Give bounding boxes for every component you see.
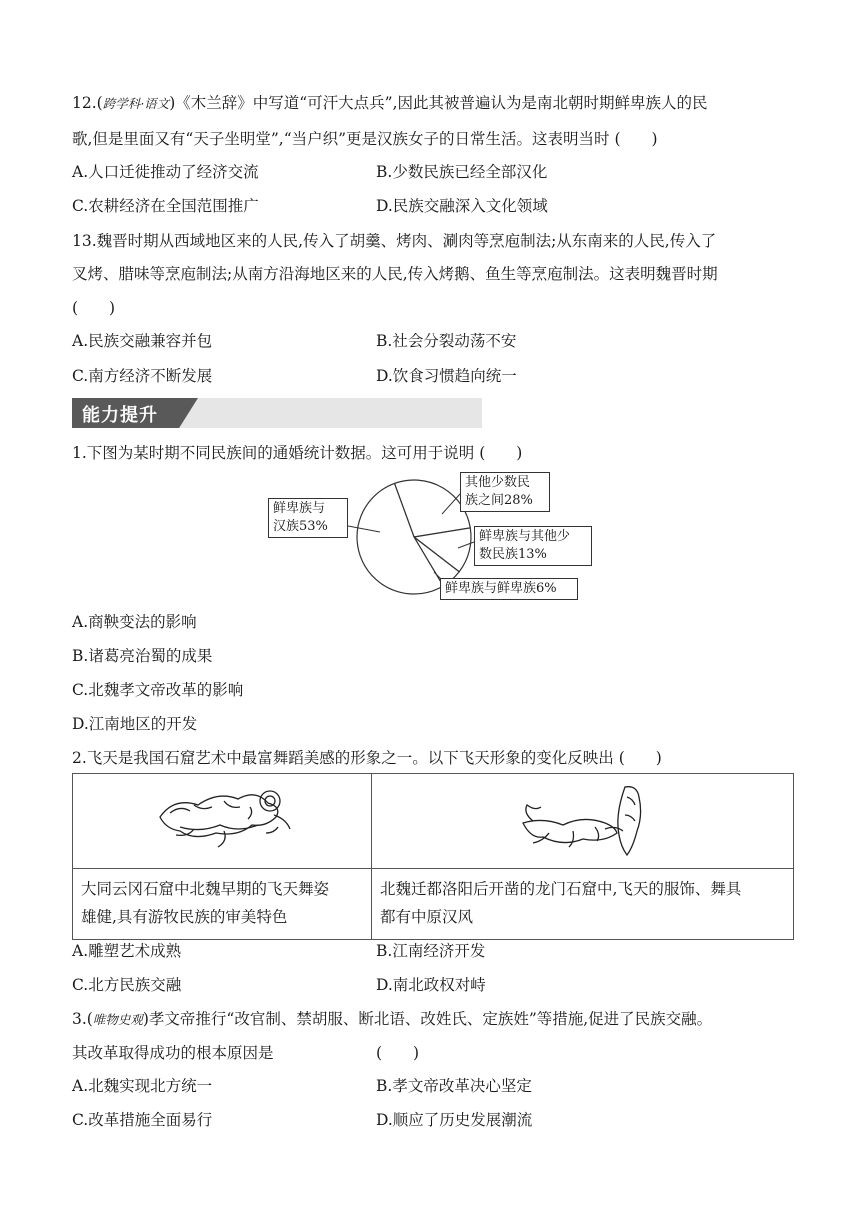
pie-label-a-line2: 汉族53%: [273, 519, 328, 534]
q12-stem-line1: [72, 92, 708, 115]
q12-number: 12.(: [72, 94, 103, 112]
feitian-desc-yungang: [73, 869, 372, 940]
p3-option-a[interactable]: A.北魏实现北方统一: [72, 1077, 213, 1095]
q13-option-a[interactable]: A.民族交融兼容并包: [72, 332, 213, 350]
pie-label-xianbei-other: [474, 526, 592, 566]
flying-apsara-yungang-icon: [74, 775, 370, 863]
p3-option-b[interactable]: B.孝文帝改革决心坚定: [376, 1077, 532, 1095]
p3-number: 3.(: [72, 1010, 93, 1028]
p2-option-b[interactable]: B.江南经济开发: [376, 942, 486, 960]
q12-stem-line2: 歌,但是里面又有“天子坐明堂”,“当户织”更是汉族女子的日常生活。这表明当时 ( ): [72, 130, 658, 148]
q13-option-d[interactable]: D.饮食习惯趋向统一: [376, 367, 517, 385]
q12-option-b[interactable]: B.少数民族已经全部汉化: [376, 163, 548, 181]
pie-label-other-minorities: [460, 472, 550, 512]
q13-option-b[interactable]: B.社会分裂动荡不安: [376, 332, 517, 350]
flying-apsara-longmen-icon: [373, 775, 792, 863]
feitian-desc-longmen: [372, 869, 794, 940]
pie-label-a-line1: 鲜卑族与: [273, 501, 326, 516]
pie-label-xianbei-han: [268, 498, 348, 538]
q13-stem-line2: 叉烤、腊味等烹庖制法;从南方沿海地区来的人民,传入烤鹅、鱼生等烹庖制法。这表明魏晋时期: [72, 265, 718, 283]
pie-label-c-line1: 鲜卑族与其他少: [479, 529, 571, 544]
section-header: [72, 398, 482, 428]
p2-option-a[interactable]: A.雕塑艺术成熟: [72, 942, 182, 960]
q12-option-d[interactable]: D.民族交融深入文化领域: [376, 197, 548, 215]
marriage-pie-chart: [262, 468, 592, 606]
p1-option-c[interactable]: C.北魏孝文帝改革的影响: [72, 681, 244, 699]
pie-label-xianbei-xianbei: [440, 578, 578, 600]
feitian-desc-yungang-line2: 雄健,具有游牧民族的审美特色: [81, 908, 288, 926]
feitian-comparison-table: [72, 773, 794, 940]
pie-label-b-line2: 族之间28%: [465, 493, 533, 508]
feitian-image-longmen: [372, 774, 794, 869]
p3-text: )孝文帝推行“改官制、禁胡服、断北语、改姓氏、定族姓”等措施,促进了民族交融。: [142, 1010, 713, 1028]
feitian-desc-longmen-line2: 都有中原汉风: [380, 908, 474, 926]
q12-option-a[interactable]: A.人口迁徙推动了经济交流: [72, 163, 259, 181]
q13-answer-bracket: ( ): [72, 299, 116, 317]
q13-option-c[interactable]: C.南方经济不断发展: [72, 367, 213, 385]
p3-stem-line1: [72, 1008, 712, 1031]
p2-option-d[interactable]: D.南北政权对峙: [376, 976, 486, 994]
pie-label-b-line1: 其他少数民: [465, 475, 531, 490]
q12-option-c[interactable]: C.农耕经济在全国范围推广: [72, 197, 259, 215]
feitian-desc-longmen-line1: 北魏迁都洛阳后开凿的龙门石窟中,飞天的服饰、舞具: [380, 880, 742, 898]
p1-option-a[interactable]: A.商鞅变法的影响: [72, 613, 197, 631]
p1-option-b[interactable]: B.诸葛亮治蜀的成果: [72, 647, 213, 665]
p3-stem-line2: 其改革取得成功的根本原因是: [72, 1044, 274, 1062]
p2-stem: 2.飞天是我国石窟艺术中最富舞蹈美感的形象之一。以下飞天形象的变化反映出 ( ): [72, 749, 662, 767]
p3-answer-bracket: ( ): [376, 1044, 420, 1062]
p3-option-d[interactable]: D.顺应了历史发展潮流: [376, 1111, 533, 1129]
q12-text: )《木兰辞》中写道“可汗大点兵”,因此其被普遍认为是南北朝时期鲜卑族人的民: [169, 94, 708, 112]
p3-tag: 唯物史观: [92, 1012, 143, 1027]
p1-option-d[interactable]: D.江南地区的开发: [72, 715, 198, 733]
pie-label-d-line1: 鲜卑族与鲜卑族6%: [445, 581, 557, 596]
p3-option-c[interactable]: C.改革措施全面易行: [72, 1111, 213, 1129]
p1-stem: 1.下图为某时期不同民族间的通婚统计数据。这可用于说明 ( ): [72, 444, 523, 462]
section-title: 能力提升: [82, 405, 158, 426]
pie-label-c-line2: 数民族13%: [479, 547, 547, 562]
p2-option-c[interactable]: C.北方民族交融: [72, 976, 182, 994]
q12-tag: 跨学科·语文: [102, 96, 170, 111]
q13-stem-line1: 13.魏晋时期从西域地区来的人民,传入了胡羹、烤肉、涮肉等烹庖制法;从东南来的人民,传入了: [72, 232, 717, 250]
feitian-image-yungang: [73, 774, 372, 869]
feitian-desc-yungang-line1: 大同云冈石窟中北魏早期的飞天舞姿: [81, 880, 330, 898]
